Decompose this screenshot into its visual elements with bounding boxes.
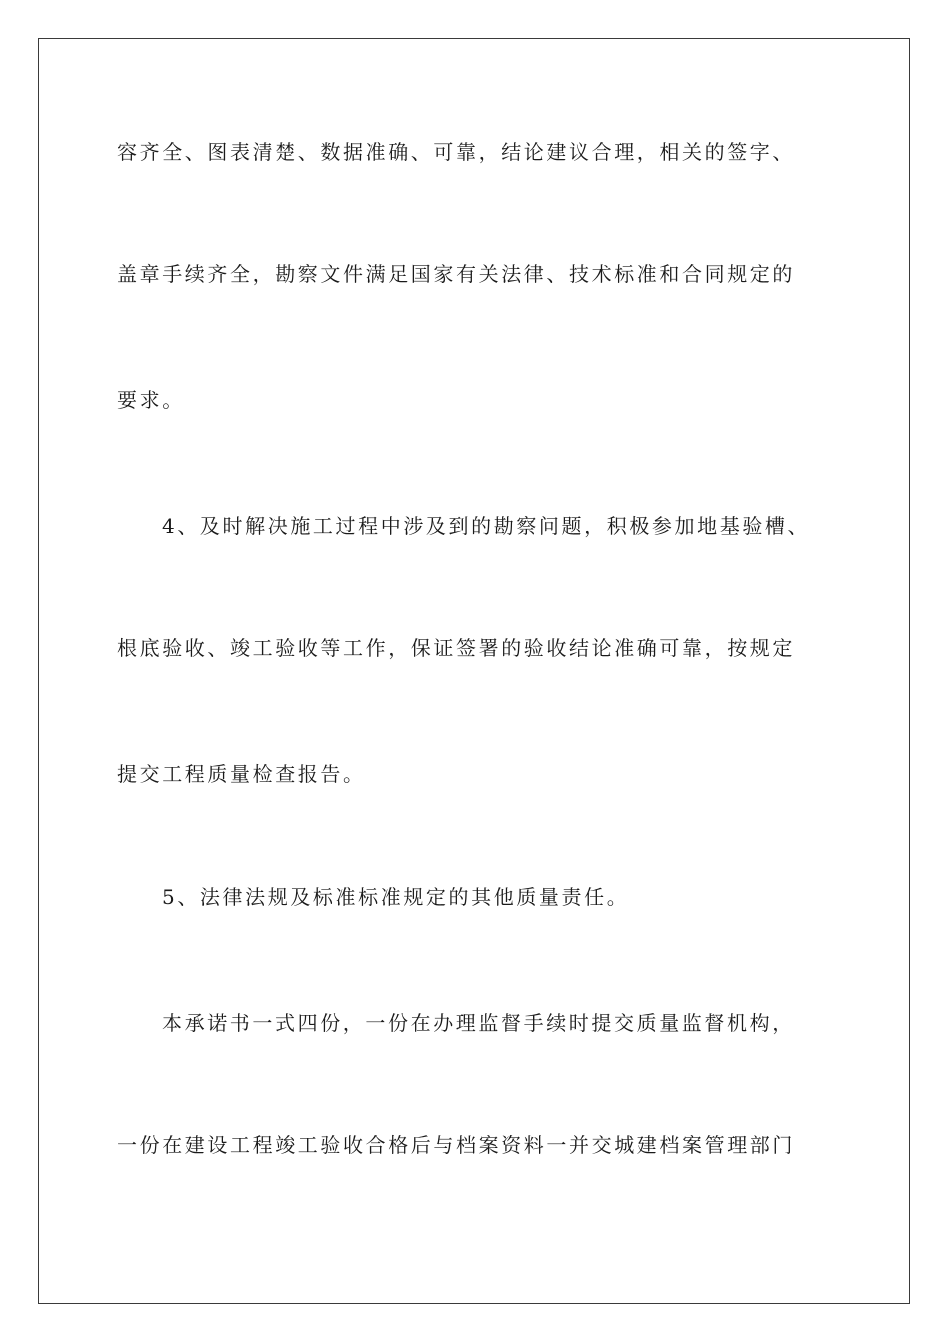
paragraph-line: 根底验收、竣工验收等工作，保证签署的验收结论准确可靠，按规定 bbox=[117, 636, 795, 660]
paragraph-line: 本承诺书一式四份，一份在办理监督手续时提交质量监督机构， bbox=[162, 1011, 795, 1035]
paragraph-line: 5、法律法规及标准标准规定的其他质量责任。 bbox=[162, 885, 630, 909]
paragraph-line: 容齐全、图表清楚、数据准确、可靠，结论建议合理，相关的签字、 bbox=[117, 140, 795, 164]
paragraph-line: 盖章手续齐全，勘察文件满足国家有关法律、技术标准和合同规定的 bbox=[117, 262, 795, 286]
paragraph-line: 要求。 bbox=[117, 388, 185, 412]
page-border bbox=[38, 38, 910, 1304]
paragraph-line: 提交工程质量检查报告。 bbox=[117, 762, 366, 786]
paragraph-line: 4、及时解决施工过程中涉及到的勘察问题，积极参加地基验槽、 bbox=[162, 514, 811, 538]
paragraph-line: 一份在建设工程竣工验收合格后与档案资料一并交城建档案管理部门 bbox=[117, 1133, 795, 1157]
